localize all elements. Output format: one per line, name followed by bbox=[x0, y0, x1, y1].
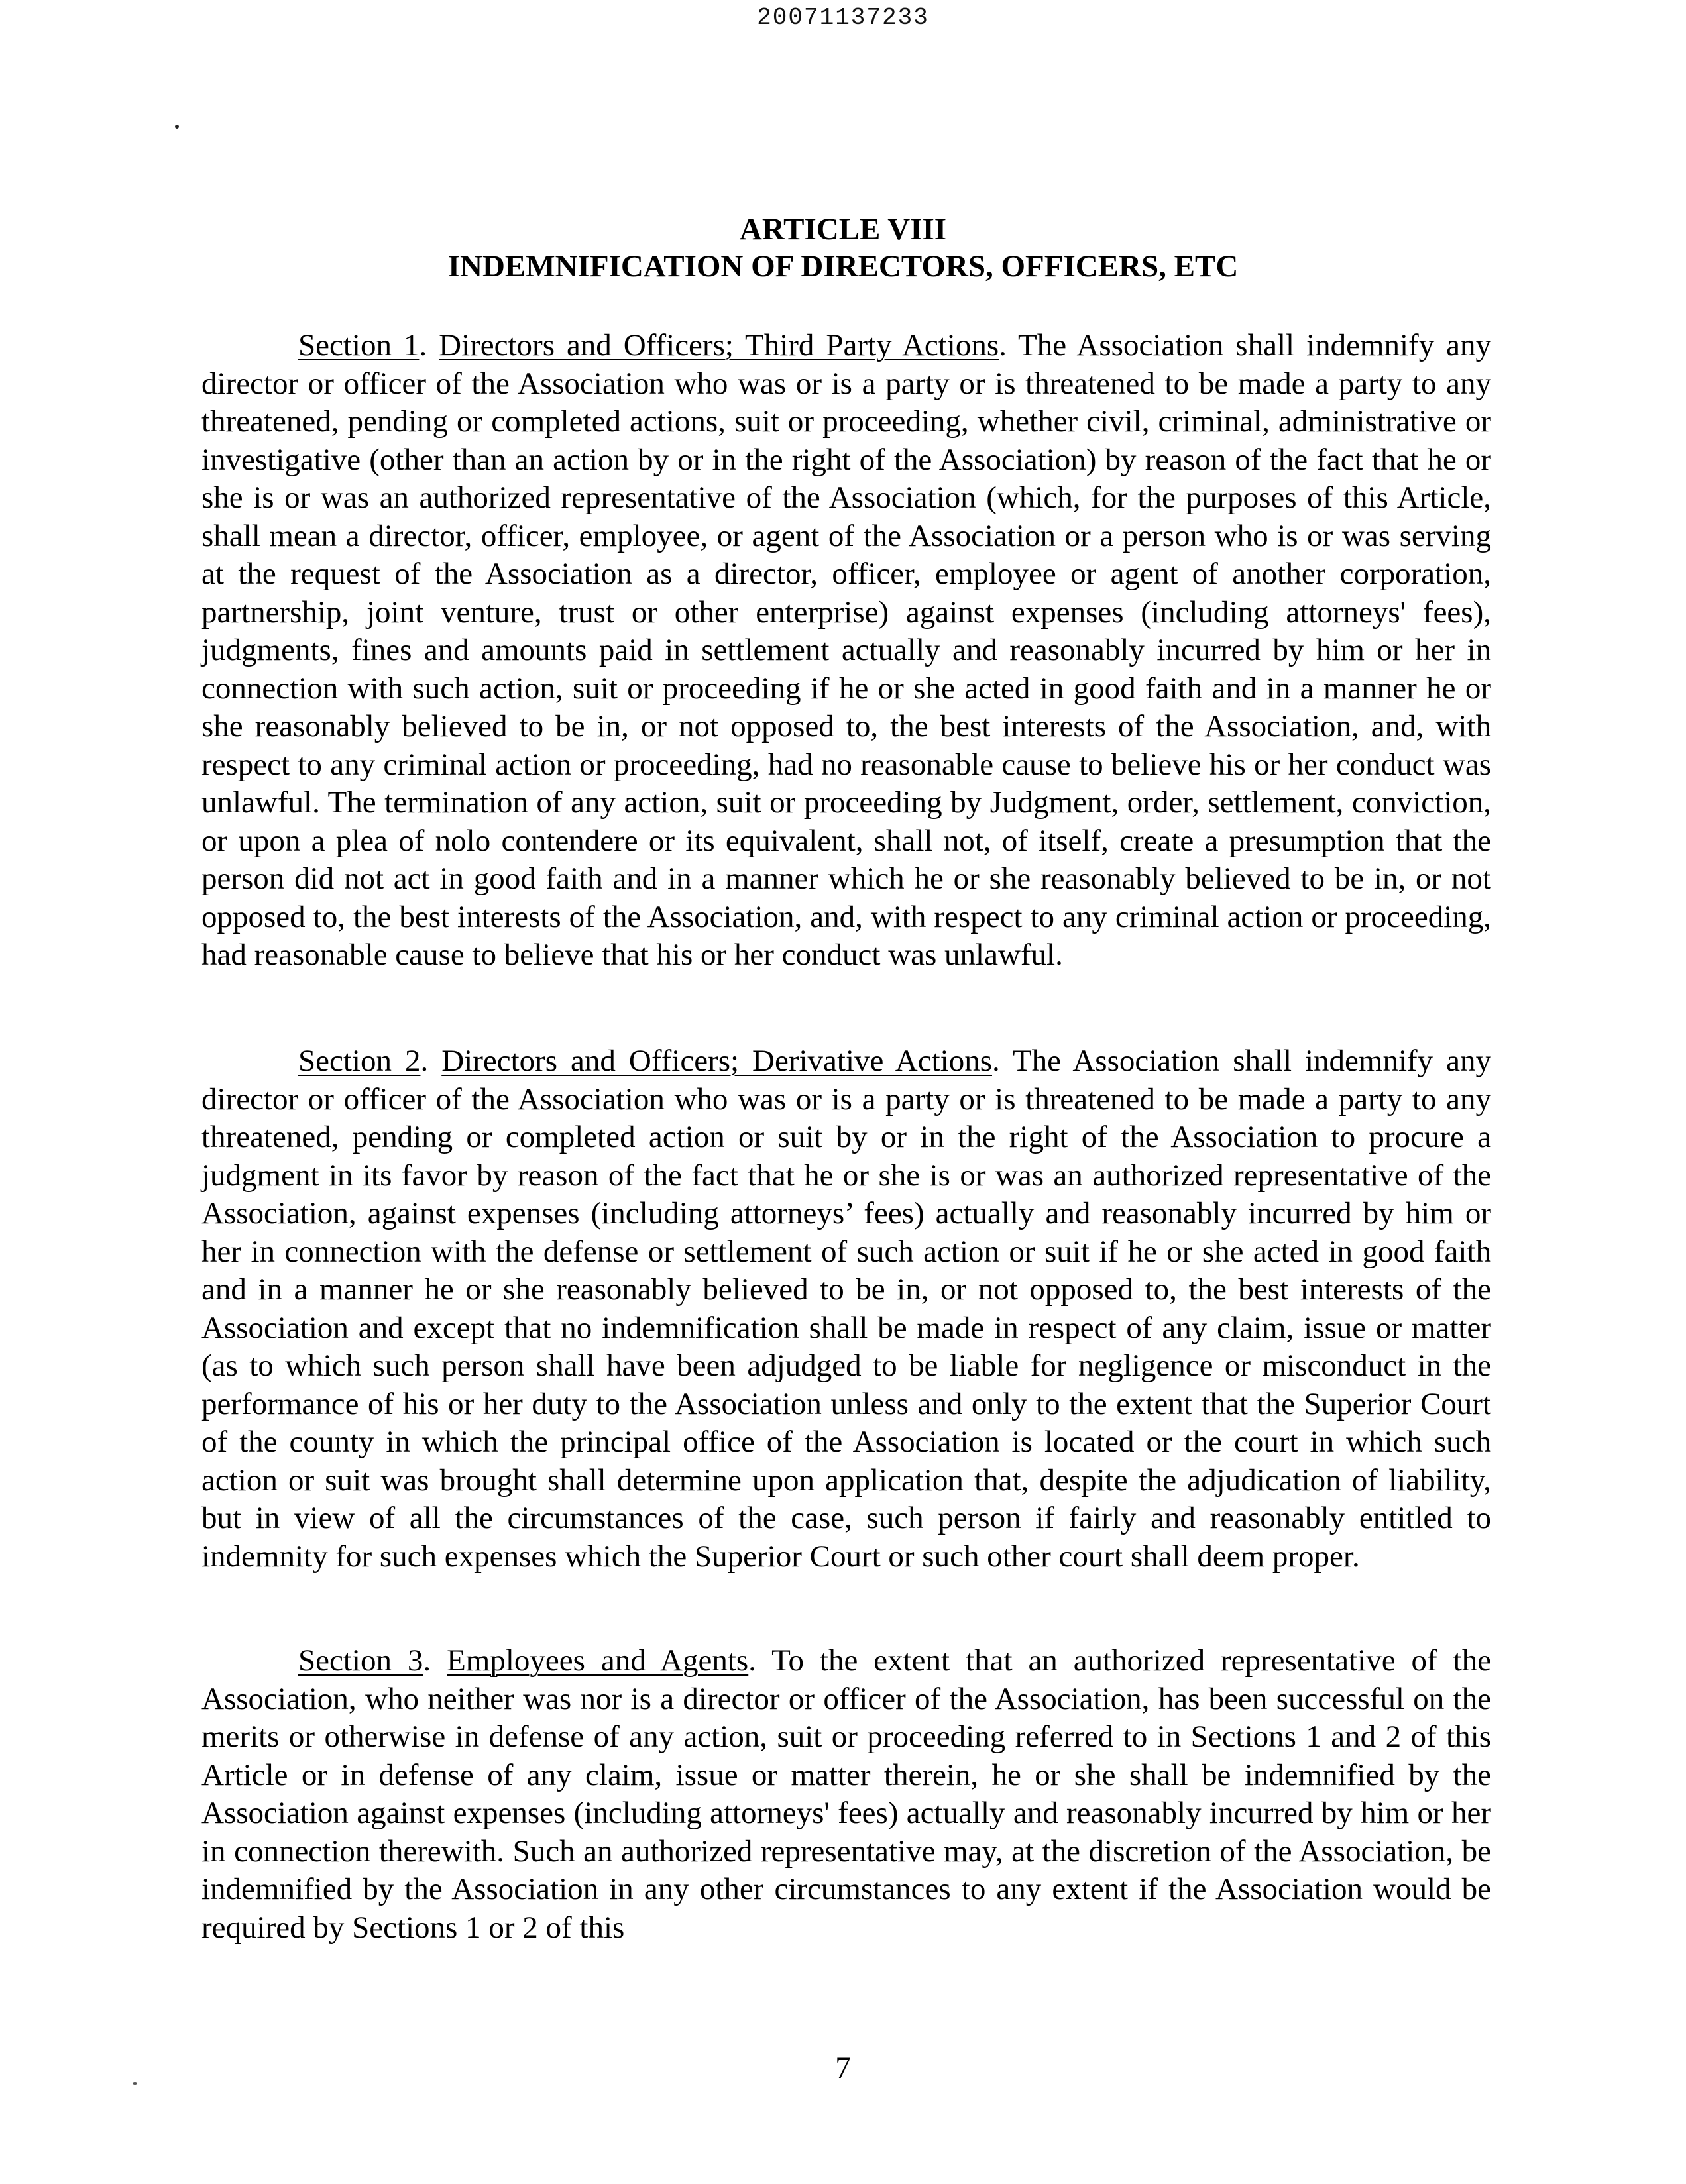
article-title: INDEMNIFICATION OF DIRECTORS, OFFICERS, ETC bbox=[447, 249, 1239, 284]
section-1: Section 1. Directors and Officers; Third Party Actions. The Association shall indemnify any director or officer of the Association who was or is a party or is threatened to be made a party to any threatened, pending or completed actions, suit or proceeding, whether civil, criminal, administrative or investigative (other than an action by or in the right of the Association) by reason of the fact that he or she is or was an authorized representative of the Association (which, for the purposes of this Article, shall mean a director, officer, employee, or agent of the Association or a person who is or was serving at the request of the Association as a director, officer, employee or agent of another corporation, partnership, joint venture, trust or other enterprise) against expenses (including attorneys' fees), judgments, fines and amounts paid in settlement actually and reasonably incurred by him or her in connection with such action, suit or proceeding if he or she acted in good faith and in a manner he or she reasonably believed to be in, or not opposed to, the best interests of the Association, and, with respect to any criminal action or proceeding, had no reasonable cause to believe his or her conduct was unlawful. The termination of any action, suit or proceeding by Judgment, order, settlement, conviction, or upon a plea of nolo contendere or its equivalent, shall not, of itself, create a presumption that the person did not act in good faith and in a manner which he or she reasonably believed to be in, or not opposed to, the best interests of the Association, and, with respect to any criminal action or proceeding, had reasonable cause to believe that his or her conduct was unlawful. bbox=[201, 328, 1492, 972]
section-heading: Directors and Officers; Derivative Actions bbox=[441, 1044, 992, 1078]
article-heading bbox=[0, 211, 1686, 285]
section-body: The Association shall indemnify any director or officer of the Association who was or is a party or is threatened to be made a party to any threatened, pending or completed action or suit by or in the right of the Association to procure a judgment in its favor by reason of the fact that he or she is or was an authorized representative of the Association, against expenses (including attorneys’ fees) actually and reasonably incurred by him or her in connection with the defense or settlement of such action or suit if he or she acted in good faith and in a manner he or she reasonably believed to be in, or not opposed to, the best interests of the Association and except that no indemnification shall be made in respect of any claim, issue or matter (as to which such person shall have been adjudged to be liable for negligence or misconduct in the performance of his or her duty to the Association unless and only to the extent that the Superior Court of the county in which the principal office of the Association is located or the court in which such action or suit was brought shall determine upon application that, despite the adjudication of liability, but in view of all the circumstances of the case, such person if fairly and reasonably entitled to indemnity for such expenses which the Superior Court or such other court shall deem proper. bbox=[201, 1044, 1492, 1574]
section-heading: Employees and Agents bbox=[447, 1643, 749, 1678]
section-3: Section 3. Employees and Agents. To the extent that an authorized representative of the Association, who neither was nor is a director or officer of the Association, has been successful on the merits or otherwise in defense of any action, suit or proceeding referred to in Sections 1 and 2 of this Article or in defense of any claim, issue or matter therein, he or she shall be indemnified by the Association against expenses (including attorneys' fees) actually and reasonably incurred by him or her in connection therewith. Such an authorized representative may, at the discretion of the Association, be indemnified by the Association in any other circumstances to any extent if the Association would be required by Sections 1 or 2 of this bbox=[201, 1643, 1492, 1945]
section-2: Section 2. Directors and Officers; Derivative Actions. The Association shall indemnify any director or officer of the Association who was or is a party or is threatened to be made a party to any threatened, pending or completed action or suit by or in the right of the Association to procure a judgment in its favor by reason of the fact that he or she is or was an authorized representative of the Association, against expenses (including attorneys’ fees) actually and reasonably incurred by him or her in connection with the defense or settlement of such action or suit if he or she acted in good faith and in a manner he or she reasonably believed to be in, or not opposed to, the best interests of the Association and except that no indemnification shall be made in respect of any claim, issue or matter (as to which such person shall have been adjudged to be liable for negligence or misconduct in the performance of his or her duty to the Association unless and only to the extent that the Superior Court of the county in which the principal office of the Association is located or the court in which such action or suit was brought shall determine upon application that, despite the adjudication of liability, but in view of all the circumstances of the case, such person if fairly and reasonably entitled to indemnity for such expenses which the Superior Court or such other court shall deem proper. bbox=[201, 1044, 1492, 1574]
page-number: 7 bbox=[835, 2051, 851, 2085]
section-heading: Directors and Officers; Third Party Actions bbox=[439, 328, 999, 362]
section-body: To the extent that an authorized representative of the Association, who neither was nor is a director or officer of the Association, has been successful on the merits or otherwise in defense of any action, suit or proceeding referred to in Sections 1 and 2 of this Article or in defense of any claim, issue or matter therein, he or she shall be indemnified by the Association against expenses (including attorneys' fees) actually and reasonably incurred by him or her in connection therewith. Such an authorized representative may, at the discretion of the Association, be indemnified by the Association in any other circumstances to any extent if the Association would be required by Sections 1 or 2 of this bbox=[201, 1643, 1492, 1945]
section-body: The Association shall indemnify any director or officer of the Association who was or is a party or is threatened to be made a party to any threatened, pending or completed actions, suit or proceeding, whether civil, criminal, administrative or investigative (other than an action by or in the right of the Association) by reason of the fact that he or she is or was an authorized representative of the Association (which, for the purposes of this Article, shall mean a director, officer, employee, or agent of the Association or a person who is or was serving at the request of the Association as a director, officer, employee or agent of another corporation, partnership, joint venture, trust or other enterprise) against expenses (including attorneys' fees), judgments, fines and amounts paid in settlement actually and reasonably incurred by him or her in connection with such action, suit or proceeding if he or she acted in good faith and in a manner he or she reasonably believed to be in, or not opposed to, the best interests of the Association, and, with respect to any criminal action or proceeding, had no reasonable cause to believe his or her conduct was unlawful. The termination of any action, suit or proceeding by Judgment, order, settlement, conviction, or upon a plea of nolo contendere or its equivalent, shall not, of itself, create a presumption that the person did not act in good faith and in a manner which he or she reasonably believed to be in, or not opposed to, the best interests of the Association, and, with respect to any criminal action or proceeding, had reasonable cause to believe that his or her conduct was unlawful. bbox=[201, 328, 1492, 972]
section-number: Section 2 bbox=[298, 1044, 421, 1078]
article-number: ARTICLE VIII bbox=[739, 212, 947, 246]
document-number: 20071137233 bbox=[757, 4, 929, 31]
scan-speck bbox=[175, 125, 179, 129]
section-number: Section 3 bbox=[298, 1643, 423, 1678]
section-number: Section 1 bbox=[298, 328, 420, 362]
